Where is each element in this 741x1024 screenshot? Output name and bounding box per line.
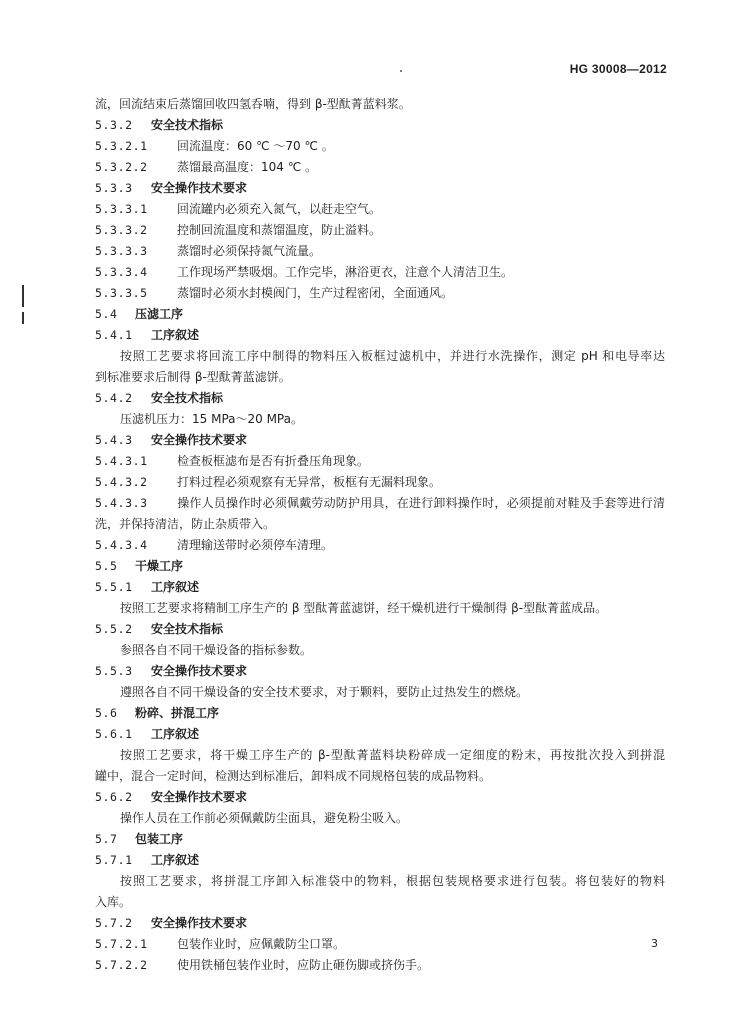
paragraph-line: 按照工艺要求，将拼混工序卸入标准袋中的物料，根据包装规格要求进行包装。将包装好的物料 [120, 874, 665, 888]
margin-binding-mark [22, 312, 24, 324]
paragraph-line: 到标准要求后制得 β-型酞菁蓝滤饼。 [95, 370, 291, 384]
section-title: 安全操作技术要求 [151, 916, 248, 930]
clause-text: 蒸馏最高温度：104 ℃ 。 [177, 160, 318, 174]
section-heading [95, 622, 223, 636]
paragraph-line: 按照工艺要求将精制工序生产的 β 型酞菁蓝滤饼，经干燥机进行干燥制得 β-型酞菁蓝成品。 [120, 601, 608, 615]
section-title: 安全操作技术要求 [151, 181, 248, 195]
clause-number: 5.3.3.1 [95, 202, 148, 216]
paragraph-line: 洗，并保持清洁，防止杂质带入。 [95, 517, 276, 531]
paragraph-line: 按照工艺要求将回流工序中制得的物料压入板框过滤机中，并进行水洗操作，测定 pH 和电导率达 [120, 349, 665, 363]
section-title: 安全操作技术要求 [151, 790, 248, 804]
section-number: 5.3.3 [95, 181, 133, 195]
clause [95, 202, 381, 216]
section-title: 工序叙述 [151, 580, 200, 594]
section-number: 5.3.2 [95, 118, 133, 132]
paragraph-line: 操作人员在工作前必须佩戴防尘面具，避免粉尘吸入。 [120, 811, 409, 825]
clause-text: 清理输送带时必须停车清理。 [177, 538, 334, 552]
clause-number: 5.7.2.1 [95, 937, 148, 951]
section-number: 5.6.2 [95, 790, 133, 804]
clause-number: 5.4.3.3 [95, 496, 148, 510]
clause [95, 475, 441, 489]
section-title: 安全技术指标 [151, 118, 224, 132]
section-title: 包装工序 [135, 832, 184, 846]
section-title: 安全操作技术要求 [151, 433, 248, 447]
section-heading [95, 853, 199, 867]
clause [95, 937, 345, 951]
clause-text: 控制回流温度和蒸馏温度，防止溢料。 [177, 223, 382, 237]
section-heading [95, 559, 183, 573]
section-number: 5.7.2 [95, 916, 133, 930]
clause-number: 5.3.2.1 [95, 139, 148, 153]
clause [95, 160, 317, 174]
paragraph-line: 入库。 [95, 895, 132, 909]
section-heading [95, 181, 247, 195]
clause-text: 工作现场严禁吸烟。工作完毕，淋浴更衣，注意个人清洁卫生。 [177, 265, 514, 279]
section-heading [95, 118, 223, 132]
clause-number: 5.3.3.4 [95, 265, 148, 279]
paragraph-line: 压滤机压力：15 MPa～20 MPa。 [120, 412, 303, 426]
section-title: 安全操作技术要求 [151, 664, 248, 678]
section-heading [95, 916, 247, 930]
section-heading [95, 328, 199, 342]
clause-number: 5.3.3.3 [95, 244, 148, 258]
section-title: 干燥工序 [135, 559, 184, 573]
section-number: 5.6 [95, 706, 118, 720]
section-number: 5.6.1 [95, 727, 133, 741]
section-number: 5.5.1 [95, 580, 133, 594]
clause [95, 958, 429, 972]
clause [95, 538, 333, 552]
clause-number: 5.4.3.1 [95, 454, 148, 468]
clause-text: 使用铁桶包装作业时，应防止砸伤脚或挤伤手。 [177, 958, 430, 972]
clause-number: 5.3.3.2 [95, 223, 148, 237]
clause-text: 打料过程必须观察有无异常，板框有无漏料现象。 [177, 475, 442, 489]
section-heading [95, 580, 199, 594]
clause-text: 操作人员操作时必须佩戴劳动防护用具，在进行卸料操作时，必须提前对鞋及手套等进行清 [177, 496, 665, 510]
section-heading [95, 391, 223, 405]
paragraph-line: 遵照各自不同干燥设备的安全技术要求，对于颗料，要防止过热发生的燃烧。 [120, 685, 529, 699]
section-title: 工序叙述 [151, 853, 200, 867]
clause-text: 回流温度：60 ℃ ～70 ℃ 。 [177, 139, 334, 153]
section-number: 5.4.2 [95, 391, 133, 405]
section-title: 安全技术指标 [151, 622, 224, 636]
scan-speck [400, 70, 402, 72]
clause-number: 5.4.3.2 [95, 475, 148, 489]
clause-number: 5.4.3.4 [95, 538, 148, 552]
clause-text: 回流罐内必须充入氮气，以赶走空气。 [177, 202, 382, 216]
section-number: 5.4.1 [95, 328, 133, 342]
section-heading [95, 664, 247, 678]
section-heading [95, 832, 183, 846]
section-number: 5.4.3 [95, 433, 133, 447]
paragraph-line: 参照各自不同干燥设备的指标参数。 [120, 643, 313, 657]
clause [95, 265, 513, 279]
section-number: 5.5.3 [95, 664, 133, 678]
section-heading [95, 727, 199, 741]
section-number: 5.5.2 [95, 622, 133, 636]
clause-text: 蒸馏时必须水封模阀门，生产过程密闭，全面通风。 [177, 286, 454, 300]
section-title: 粉碎、拼混工序 [135, 706, 220, 720]
section-number: 5.4 [95, 307, 118, 321]
margin-binding-mark [22, 285, 24, 307]
standard-code: HG 30008—2012 [569, 62, 667, 76]
clause-text: 蒸馏时必须保持氮气流量。 [177, 244, 322, 258]
clause [95, 244, 321, 258]
page-number: 3 [651, 937, 658, 950]
clause [95, 139, 334, 153]
text-line: 流，回流结束后蒸馏回收四氢呑喃，得到 β-型酞菁蓝料浆。 [95, 97, 411, 111]
clause-text: 检查板框滤布是否有折叠压角现象。 [177, 454, 370, 468]
paragraph-line: 罐中，混合一定时间，检测达到标准后，卸料成不同规格包装的成品物料。 [95, 769, 492, 783]
clause [95, 496, 665, 510]
section-title: 工序叙述 [151, 328, 200, 342]
clause-text: 包装作业时，应佩戴防尘口罩。 [177, 937, 346, 951]
clause-number: 5.3.3.5 [95, 286, 148, 300]
section-heading [95, 790, 247, 804]
section-heading [95, 706, 219, 720]
section-title: 压滤工序 [135, 307, 184, 321]
clause-number: 5.7.2.2 [95, 958, 148, 972]
section-number: 5.5 [95, 559, 118, 573]
paragraph-line: 按照工艺要求，将干燥工序生产的 β-型酞菁蓝料块粉碎成一定细度的粉末，再按批次投入到拼混 [120, 748, 665, 762]
clause [95, 286, 453, 300]
clause [95, 454, 369, 468]
section-title: 安全技术指标 [151, 391, 224, 405]
section-heading [95, 433, 247, 447]
section-title: 工序叙述 [151, 727, 200, 741]
section-number: 5.7 [95, 832, 118, 846]
clause-number: 5.3.2.2 [95, 160, 148, 174]
section-number: 5.7.1 [95, 853, 133, 867]
clause [95, 223, 381, 237]
section-heading [95, 307, 183, 321]
